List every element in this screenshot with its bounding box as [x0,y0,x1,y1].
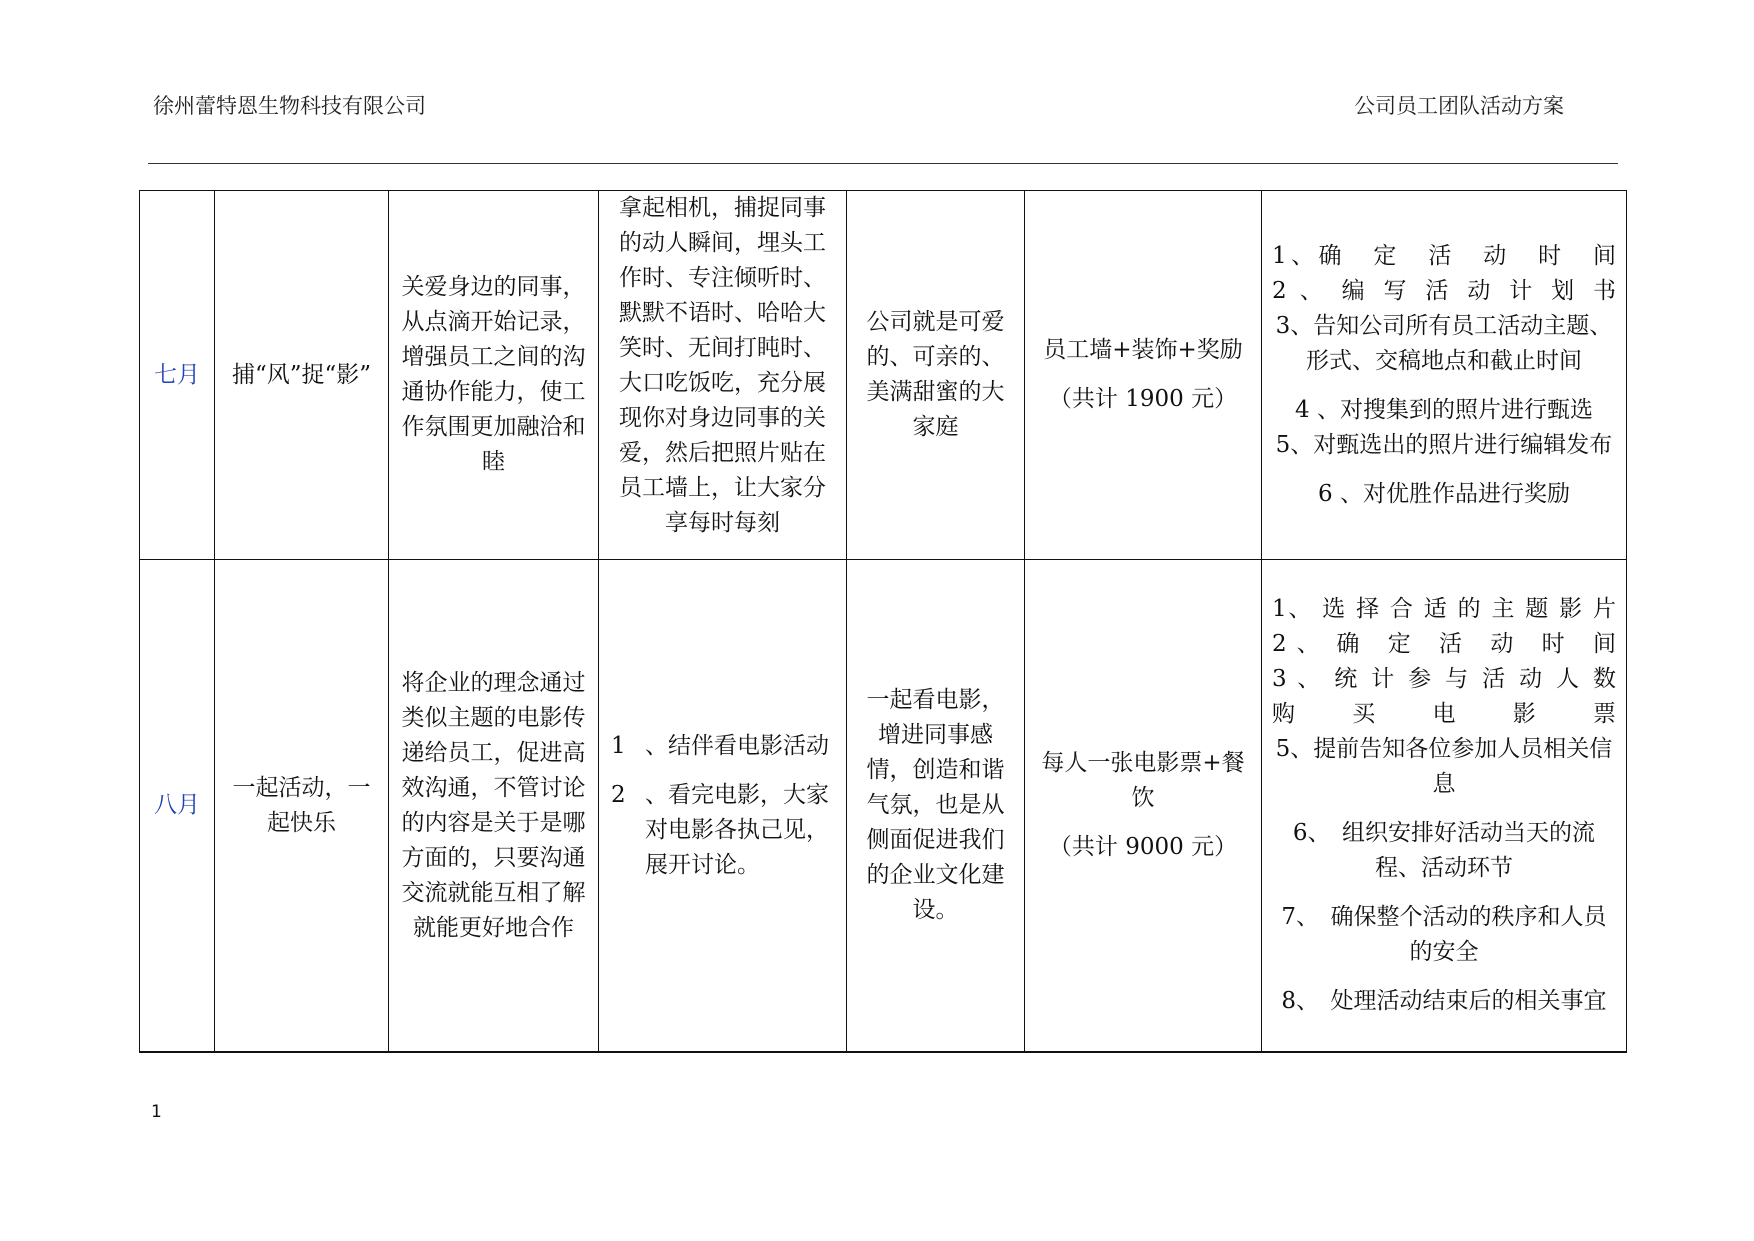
page-number: 1 [151,1102,162,1122]
header-divider [148,163,1618,164]
step-item: 5、提前告知各位参加人员相关信息 [1275,736,1613,797]
table-row-july [140,191,1627,560]
month-cell: 七月 [140,191,215,560]
month-cell: 八月 [140,560,215,1053]
step-item: 3、告知公司所有员工活动主题、形式、交稿地点和截止时间 [1275,312,1613,374]
step-item: 2 、 编 写 活 动 计 划 书 [1272,277,1616,304]
company-name: 徐州蕾特恩生物科技有限公司 [153,94,426,118]
budget-total: （共计 1900 元） [1048,386,1238,412]
budget-cell [1025,560,1262,1053]
step-item: 7、 确保整个活动的秩序和人员的安全 [1281,904,1607,965]
step-item: 3 、 统 计 参 与 活 动 人 数 [1272,666,1616,692]
table-row-august [140,560,1627,1053]
meaning-cell: 公司就是可爱的、可亲的、美满甜蜜的大家庭 [847,191,1025,560]
step-item: 6、 组织安排好活动当天的流程、活动环节 [1292,820,1596,881]
budget-items: 员工墙+装饰+奖励 [1043,337,1243,363]
step-item: 4 、对搜集到的照片进行甄选 [1295,396,1593,423]
step-item: 6 、对优胜作品进行奖励 [1318,480,1570,507]
meaning-cell: 一起看电影，增进同事感情，创造和谐气氛，也是从侧面促进我们的企业文化建设。 [847,560,1025,1053]
purpose-cell: 关爱身边的同事，从点滴开始记录，增强员工之间的沟通协作能力，使工作氛围更加融洽和睦 [389,191,599,560]
step-item: 5、对甄选出的照片进行编辑发布 [1275,431,1613,458]
steps-cell [1262,191,1627,560]
step-item: 购 买 电 影 票 [1272,701,1616,727]
content-item-text: 、看完电影，大家对电影各执己见，展开讨论。 [645,781,829,878]
purpose-cell: 将企业的理念通过类似主题的电影传递给员工，促进高效沟通，不管讨论的内容是关于是哪方面的，只要沟通交流就能互相了解就能更好地合作 [389,560,599,1053]
content-cell [599,560,847,1053]
budget-total: （共计 9000 元） [1048,834,1238,860]
budget-cell [1025,191,1262,560]
content-item [611,729,836,764]
content-item-number: 2 [611,781,626,808]
step-item: 8、 处理活动结束后的相关事宜 [1281,988,1607,1014]
theme-cell: 捕“风”捉“影” [215,191,389,560]
theme-cell: 一起活动，一起快乐 [215,560,389,1053]
step-item: 1、 选 择 合 适 的 主 题 影 片 [1272,596,1616,622]
content-item-text: 、结伴看电影活动 [645,732,829,759]
step-item: 1、确 定 活 动 时 间 [1272,242,1616,269]
budget-items: 每人一张电影票+餐饮 [1041,750,1245,811]
document-title: 公司员工团队活动方案 [1354,94,1564,118]
content-item [611,778,836,883]
content-item-number: 1 [611,732,626,759]
steps-cell [1262,560,1627,1053]
activity-plan-table [139,190,1627,1053]
content-cell: 拿起相机，捕捉同事的动人瞬间，埋头工作时、专注倾听时、默默不语时、哈哈大笑时、无间打盹时、大口吃饭吃，充分展现你对身边同事的关爱，然后把照片贴在员工墙上，让大家分享每时每刻 [599,191,847,560]
step-item: 2 、 确 定 活 动 时 间 [1272,631,1616,657]
